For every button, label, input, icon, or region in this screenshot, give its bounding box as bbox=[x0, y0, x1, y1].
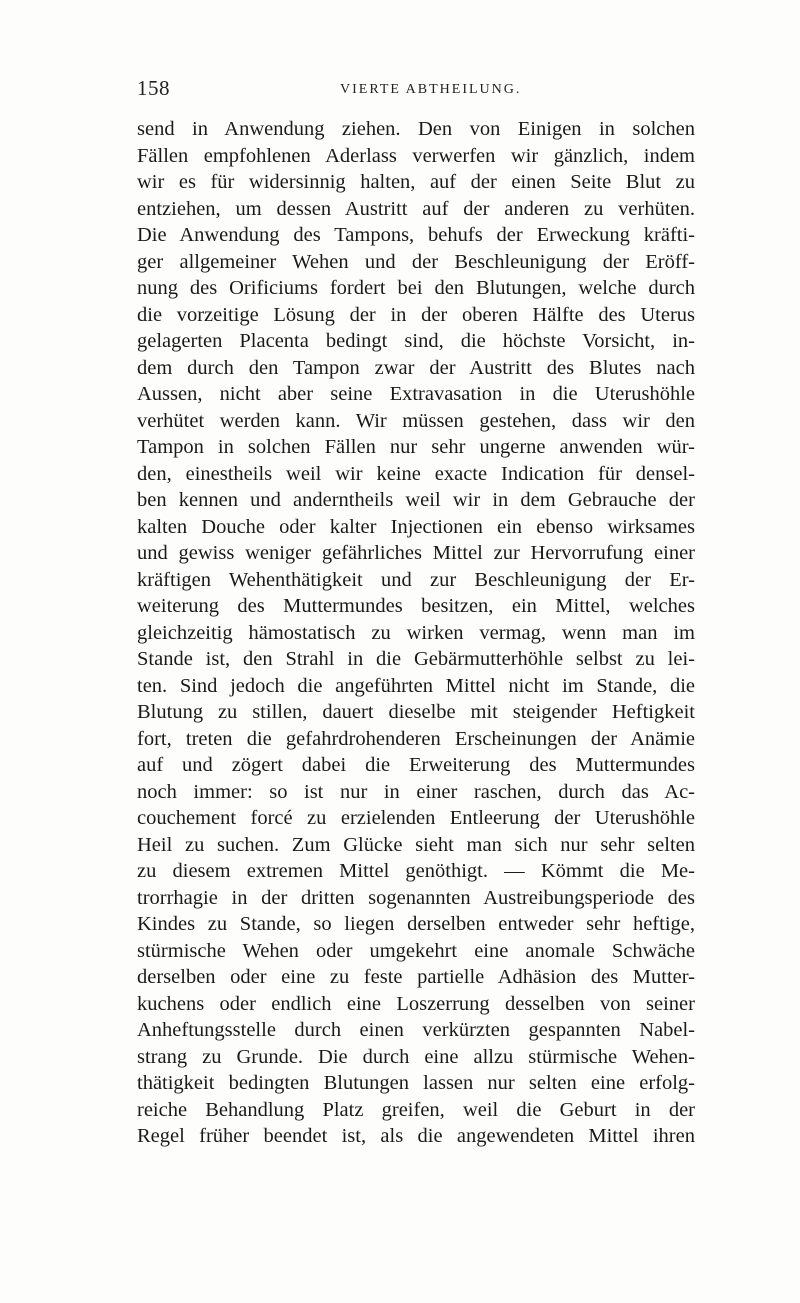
text-line: reiche Behandlung Platz greifen, weil die Geburt in der bbox=[137, 1098, 695, 1121]
text-line: zu diesem extremen Mittel genöthigt. — Kömmt die Me- bbox=[137, 860, 695, 882]
text-line: gleichzeitig hämostatisch zu wirken vermag, wenn man im bbox=[137, 621, 695, 644]
text-line: kalten Douche oder kalter Injectionen ein ebenso wirksames bbox=[137, 515, 695, 538]
text-line: und gewiss weniger gefährliches Mittel zur Hervorrufung einer bbox=[137, 542, 695, 564]
text-line: nung des Orificiums fordert bei den Blutungen, welche durch bbox=[137, 277, 695, 299]
text-line: fort, treten die gefahrdrohenderen Erscheinungen der Anämie bbox=[137, 727, 695, 750]
text-line: die vorzeitige Lösung der in der oberen Hälfte des Uterus bbox=[137, 303, 695, 326]
text-line: noch immer: so ist nur in einer raschen, durch das Ac- bbox=[137, 780, 695, 803]
text-line: Heil zu suchen. Zum Glücke sieht man sich nur sehr selten bbox=[137, 833, 695, 856]
text-line: Kindes zu Stande, so liegen derselben entweder sehr heftige, bbox=[137, 913, 695, 935]
text-line: dem durch den Tampon zwar der Austritt des Blutes nach bbox=[137, 356, 695, 379]
text-line: ben kennen und anderntheils weil wir in dem Gebrauche der bbox=[137, 489, 695, 511]
text-line: Regel früher beendet ist, als die angewendeten Mittel ihren bbox=[137, 1125, 695, 1147]
page-number: 158 bbox=[137, 76, 170, 100]
text-line: ten. Sind jedoch die angeführten Mittel nicht im Stande, die bbox=[137, 674, 695, 697]
text-line: Anheftungsstelle durch einen verkürzten gespannten Nabel- bbox=[137, 1019, 695, 1041]
text-line: kräftigen Wehenthätigkeit und zur Beschleunigung der Er- bbox=[137, 568, 695, 591]
running-head: VIERTE ABTHEILUNG. bbox=[340, 82, 522, 97]
text-line: gelagerten Placenta bedingt sind, die höchste Vorsicht, in- bbox=[137, 330, 695, 352]
text-line: Aussen, nicht aber seine Extravasation in die Uterushöhle bbox=[137, 383, 695, 405]
text-line: thätigkeit bedingten Blutungen lassen nur selten eine erfolg- bbox=[137, 1072, 695, 1094]
text-line: weiterung des Muttermundes besitzen, ein Mittel, welches bbox=[137, 595, 695, 617]
text-line: derselben oder eine zu feste partielle Adhäsion des Mutter- bbox=[137, 966, 695, 988]
text-line: strang zu Grunde. Die durch eine allzu stürmische Wehen- bbox=[137, 1045, 695, 1068]
text-line: send in Anwendung ziehen. Den von Einigen in solchen bbox=[137, 118, 695, 140]
text-line: couchement forcé zu erzielenden Entleerung der Uterushöhle bbox=[137, 807, 695, 829]
text-line: Stande ist, den Strahl in die Gebärmutterhöhle selbst zu lei- bbox=[137, 648, 695, 670]
text-line: Die Anwendung des Tampons, behufs der Erweckung kräfti- bbox=[137, 224, 695, 246]
text-line: auf und zögert dabei die Erweiterung des Muttermundes bbox=[137, 754, 695, 776]
text-line: kuchens oder endlich eine Loszerrung desselben von seiner bbox=[137, 992, 695, 1015]
text-line: verhütet werden kann. Wir müssen gestehen, dass wir den bbox=[137, 409, 695, 432]
body-text bbox=[137, 116, 695, 1150]
text-line: wir es für widersinnig halten, auf der einen Seite Blut zu bbox=[137, 171, 695, 193]
text-line: den, einestheils weil wir keine exacte Indication für densel- bbox=[137, 462, 695, 485]
text-line: stürmische Wehen oder umgekehrt eine anomale Schwäche bbox=[137, 939, 695, 962]
text-line: Fällen empfohlenen Aderlass verwerfen wir gänzlich, indem bbox=[137, 144, 695, 167]
text-line: entziehen, um dessen Austritt auf der anderen zu verhüten. bbox=[137, 197, 695, 220]
text-line: trorrhagie in der dritten sogenannten Austreibungsperiode des bbox=[137, 886, 695, 909]
text-line: ger allgemeiner Wehen und der Beschleunigung der Eröff- bbox=[137, 250, 695, 273]
text-line: Blutung zu stillen, dauert dieselbe mit steigender Heftigkeit bbox=[137, 701, 695, 723]
text-line: Tampon in solchen Fällen nur sehr ungerne anwenden wür- bbox=[137, 436, 695, 458]
